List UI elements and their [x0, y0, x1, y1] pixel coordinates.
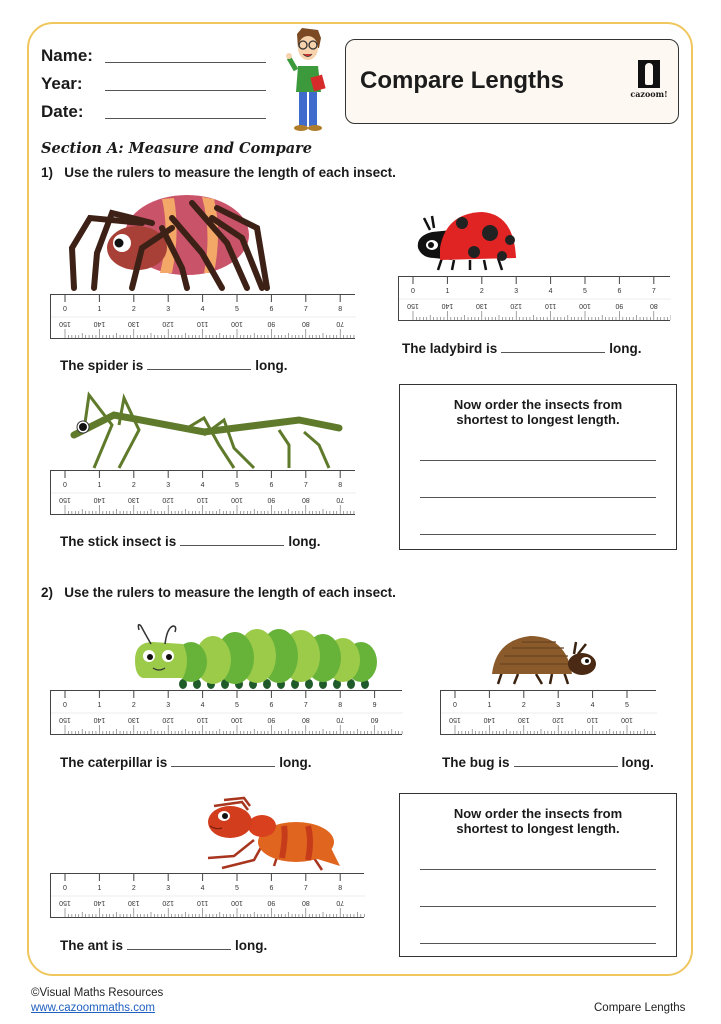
ladybird-icon: [412, 208, 522, 273]
svg-text:80: 80: [301, 899, 310, 906]
stick-insect-answer-field[interactable]: [180, 533, 284, 546]
ruler-scale: [51, 471, 356, 516]
bug-answer: The bug is long.: [442, 755, 654, 770]
svg-text:150: 150: [59, 899, 71, 906]
svg-text:7: 7: [303, 885, 308, 892]
svg-text:90: 90: [267, 496, 276, 503]
svg-text:0: 0: [63, 306, 67, 313]
ladybird-answer: The ladybird is long.: [402, 341, 642, 356]
order-box-1: [399, 384, 677, 550]
footer-copyright: ©Visual Maths Resources: [31, 987, 164, 999]
svg-text:1: 1: [97, 306, 102, 313]
svg-text:1: 1: [487, 702, 492, 709]
svg-text:3: 3: [166, 885, 171, 892]
bug-icon: [490, 634, 600, 686]
svg-text:1: 1: [97, 885, 102, 892]
svg-text:130: 130: [127, 899, 140, 906]
svg-text:130: 130: [127, 320, 140, 327]
ant-ruler[interactable]: [50, 873, 364, 918]
svg-text:150: 150: [59, 320, 71, 327]
svg-text:4: 4: [200, 885, 205, 892]
svg-text:5: 5: [583, 288, 587, 295]
ladybird-answer-field[interactable]: [501, 340, 605, 353]
ruler-scale: [441, 691, 657, 736]
svg-text:2: 2: [521, 702, 526, 709]
svg-text:80: 80: [301, 320, 310, 327]
footer-page-title: Compare Lengths: [594, 1002, 686, 1014]
svg-text:7: 7: [303, 306, 308, 313]
svg-text:150: 150: [59, 496, 71, 503]
spider-answer: The spider is long.: [60, 358, 288, 373]
svg-text:8: 8: [338, 885, 343, 892]
svg-text:120: 120: [162, 899, 175, 906]
svg-text:70: 70: [336, 899, 345, 906]
svg-text:130: 130: [127, 496, 140, 503]
svg-text:3: 3: [166, 482, 171, 489]
svg-text:6: 6: [269, 702, 274, 709]
svg-text:4: 4: [590, 702, 595, 709]
svg-text:130: 130: [517, 716, 530, 723]
question-number: 1): [41, 165, 54, 180]
cazoom-logo: [629, 60, 669, 104]
caterpillar-answer-field[interactable]: [171, 754, 275, 767]
svg-text:0: 0: [453, 702, 457, 709]
svg-text:9: 9: [372, 702, 377, 709]
question-prompt: Use the rulers to measure the length of each insect.: [64, 585, 396, 600]
svg-text:2: 2: [131, 306, 136, 313]
spider-ruler[interactable]: [50, 294, 355, 339]
svg-text:5: 5: [235, 702, 239, 709]
svg-text:110: 110: [197, 899, 209, 906]
caterpillar-answer: The caterpillar is long.: [60, 755, 312, 770]
svg-text:140: 140: [93, 496, 106, 503]
svg-text:7: 7: [651, 288, 656, 295]
svg-text:110: 110: [545, 302, 557, 309]
svg-text:110: 110: [197, 496, 209, 503]
svg-text:120: 120: [510, 302, 523, 309]
ruler-scale: [399, 277, 671, 322]
ruler-scale: [51, 874, 365, 919]
logo-text: cazoom!: [630, 89, 668, 99]
name-field[interactable]: [105, 50, 266, 63]
svg-text:0: 0: [63, 885, 67, 892]
svg-text:1: 1: [445, 288, 450, 295]
svg-text:140: 140: [93, 716, 106, 723]
date-label: Date:: [41, 102, 84, 121]
svg-text:140: 140: [93, 320, 106, 327]
year-label: Year:: [41, 74, 83, 93]
svg-text:8: 8: [338, 306, 343, 313]
svg-text:6: 6: [269, 306, 274, 313]
svg-text:120: 120: [162, 320, 175, 327]
svg-text:150: 150: [407, 302, 419, 309]
svg-text:90: 90: [615, 302, 624, 309]
svg-text:2: 2: [131, 702, 136, 709]
footer-link[interactable]: www.cazoommaths.com: [31, 1002, 155, 1014]
svg-text:2: 2: [479, 288, 484, 295]
stick-insect-icon: [64, 390, 344, 470]
svg-text:6: 6: [617, 288, 622, 295]
page-title: Compare Lengths: [360, 67, 565, 94]
svg-text:4: 4: [200, 306, 205, 313]
svg-text:120: 120: [552, 716, 565, 723]
svg-text:130: 130: [475, 302, 488, 309]
ruler-scale: [51, 691, 403, 736]
spider-answer-field[interactable]: [147, 357, 251, 370]
svg-text:110: 110: [587, 716, 599, 723]
svg-text:100: 100: [231, 716, 243, 723]
svg-text:140: 140: [93, 899, 106, 906]
ant-answer: The ant is long.: [60, 938, 268, 953]
svg-text:150: 150: [59, 716, 71, 723]
svg-text:0: 0: [411, 288, 415, 295]
caterpillar-ruler[interactable]: [50, 690, 402, 735]
svg-text:1: 1: [97, 482, 102, 489]
svg-text:2: 2: [131, 885, 136, 892]
question-2: [41, 585, 396, 600]
svg-text:80: 80: [649, 302, 658, 309]
ant-answer-field[interactable]: [127, 937, 231, 950]
svg-text:150: 150: [449, 716, 461, 723]
question-number: 2): [41, 585, 54, 600]
date-field[interactable]: [105, 106, 266, 119]
svg-text:4: 4: [200, 702, 205, 709]
svg-text:3: 3: [514, 288, 519, 295]
svg-text:5: 5: [235, 306, 239, 313]
spider-icon: [62, 193, 282, 293]
bug-ruler[interactable]: [440, 690, 656, 735]
svg-text:80: 80: [301, 496, 310, 503]
svg-text:7: 7: [303, 702, 308, 709]
svg-text:5: 5: [625, 702, 629, 709]
svg-text:70: 70: [336, 496, 345, 503]
teacher-mascot-icon: [284, 26, 332, 134]
svg-text:80: 80: [301, 716, 310, 723]
svg-text:100: 100: [579, 302, 591, 309]
order-line-3[interactable]: [420, 943, 656, 944]
svg-text:5: 5: [235, 482, 239, 489]
svg-text:7: 7: [303, 482, 308, 489]
svg-text:8: 8: [338, 702, 343, 709]
order-line-1[interactable]: [420, 869, 656, 870]
order-box-2: [399, 793, 677, 957]
order-line-1[interactable]: [420, 460, 656, 461]
svg-text:130: 130: [127, 716, 140, 723]
svg-text:140: 140: [441, 302, 454, 309]
svg-text:3: 3: [166, 306, 171, 313]
svg-text:0: 0: [63, 482, 67, 489]
svg-text:100: 100: [231, 496, 243, 503]
order-instruction: Now order the insects from shortest to longest length.: [453, 397, 623, 427]
ant-icon: [204, 796, 344, 872]
svg-text:100: 100: [231, 899, 243, 906]
ladybird-ruler[interactable]: [398, 276, 670, 321]
svg-text:110: 110: [197, 716, 209, 723]
svg-text:0: 0: [63, 702, 67, 709]
bug-answer-field[interactable]: [514, 754, 618, 767]
svg-text:110: 110: [197, 320, 209, 327]
footer-link-wrap: [31, 1002, 155, 1014]
order-instruction: Now order the insects from shortest to longest length.: [453, 806, 623, 836]
svg-text:4: 4: [548, 288, 553, 295]
svg-text:3: 3: [166, 702, 171, 709]
svg-text:100: 100: [621, 716, 633, 723]
question-1: [41, 165, 396, 180]
svg-text:3: 3: [556, 702, 561, 709]
svg-text:70: 70: [336, 320, 345, 327]
logo-glyph-icon: [638, 60, 660, 88]
question-prompt: Use the rulers to measure the length of each insect.: [64, 165, 396, 180]
stick-insect-ruler[interactable]: [50, 470, 355, 515]
svg-text:2: 2: [131, 482, 136, 489]
section-title: Section A: Measure and Compare: [41, 140, 313, 157]
svg-text:90: 90: [267, 716, 276, 723]
svg-text:90: 90: [267, 899, 276, 906]
svg-text:120: 120: [162, 716, 175, 723]
order-line-2[interactable]: [420, 497, 656, 498]
svg-text:60: 60: [370, 716, 379, 723]
svg-text:1: 1: [97, 702, 102, 709]
title-box: [345, 39, 679, 124]
order-line-3[interactable]: [420, 534, 656, 535]
svg-text:100: 100: [231, 320, 243, 327]
ruler-scale: [51, 295, 356, 340]
svg-text:8: 8: [338, 482, 343, 489]
svg-text:6: 6: [269, 482, 274, 489]
svg-text:120: 120: [162, 496, 175, 503]
order-line-2[interactable]: [420, 906, 656, 907]
svg-text:6: 6: [269, 885, 274, 892]
svg-text:140: 140: [483, 716, 496, 723]
year-field[interactable]: [105, 78, 266, 91]
svg-text:4: 4: [200, 482, 205, 489]
svg-text:70: 70: [336, 716, 345, 723]
stick-insect-answer: The stick insect is long.: [60, 534, 321, 549]
name-label: Name:: [41, 46, 93, 65]
caterpillar-icon: [133, 620, 379, 690]
svg-text:90: 90: [267, 320, 276, 327]
svg-text:5: 5: [235, 885, 239, 892]
